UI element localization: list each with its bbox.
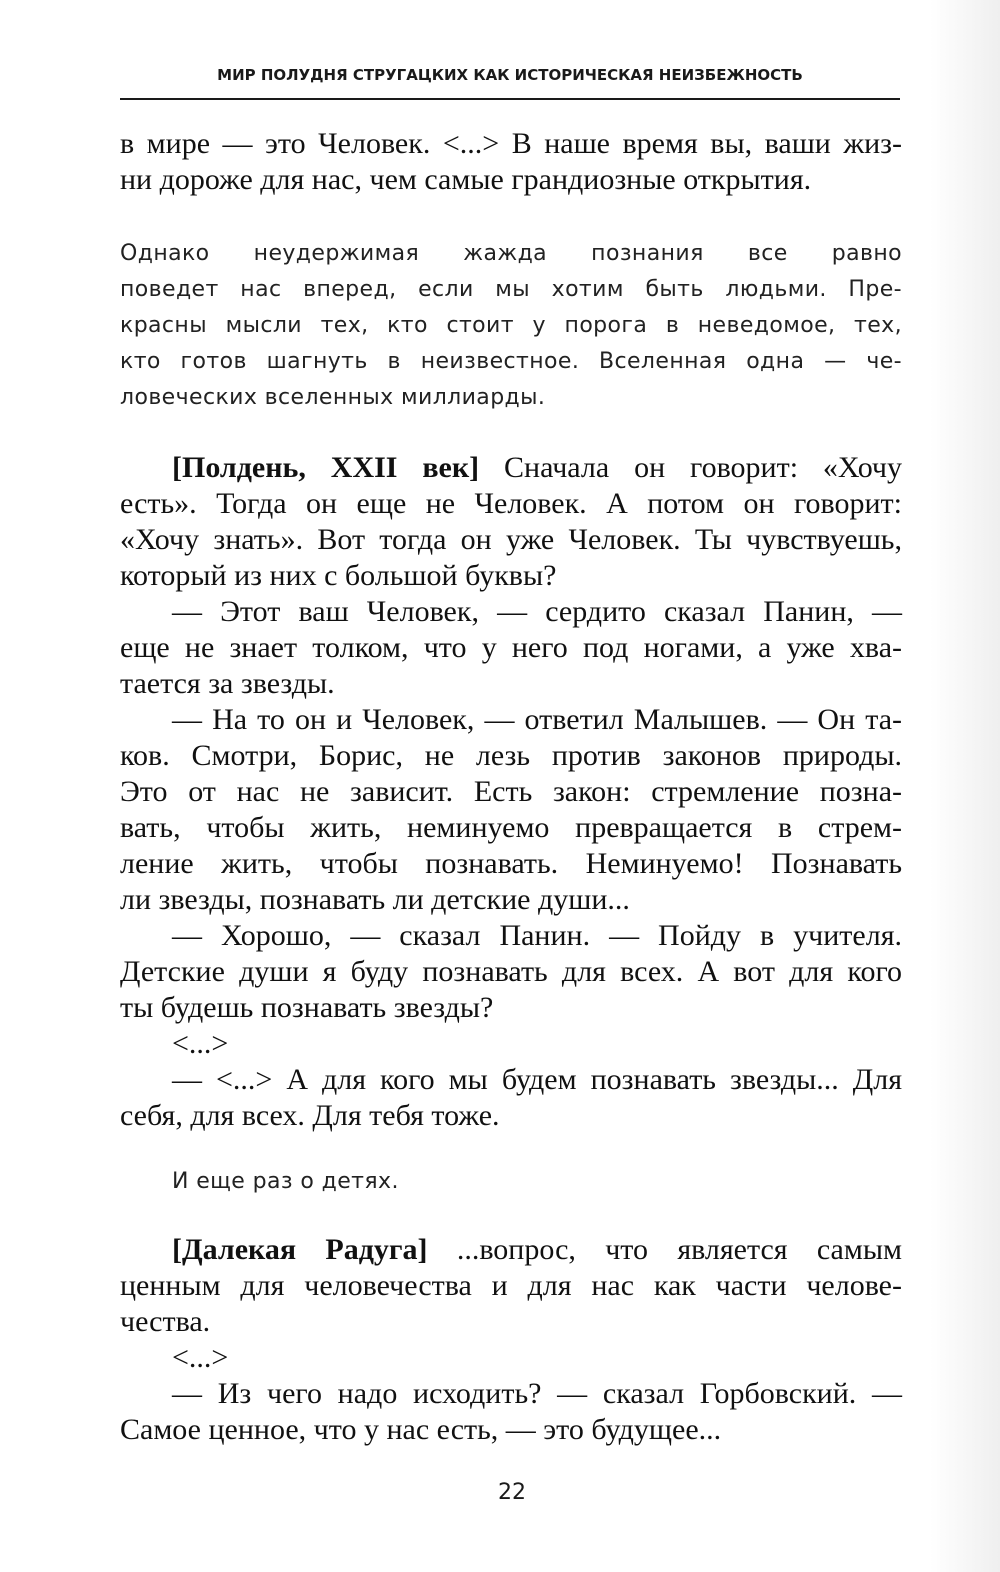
text-line: — Из чего надо исходить? — сказал Горбовский. — xyxy=(172,1377,902,1410)
quote-block-1 xyxy=(120,126,902,198)
text-line: который из них с большой буквы? xyxy=(120,559,557,592)
text-line xyxy=(120,450,902,486)
text-line: чества. xyxy=(120,1305,211,1338)
text-line: Самое ценное, что у нас есть, — это будущее... xyxy=(120,1413,722,1446)
text-line: Это от нас не зависит. Есть закон: стремление позна- xyxy=(120,775,902,808)
text-line: ление жить, чтобы познавать. Неминуемо! Познавать xyxy=(120,847,902,880)
commentary-block-2 xyxy=(120,1164,902,1200)
quote-block-3 xyxy=(120,1232,902,1448)
text-line: «Хочу знать». Вот тогда он уже Человек. Ты чувствуешь, xyxy=(120,523,902,556)
text-line: — Этот ваш Человек, — сердито сказал Панин, — xyxy=(172,595,902,628)
text-line: ков. Смотри, Борис, не лезь против законов природы. xyxy=(120,739,902,772)
text-line: <...> xyxy=(172,1341,229,1374)
text-line: есть». Тогда он еще не Человек. А потом он говорит: xyxy=(120,487,902,520)
text-line: Детские души я буду познавать для всех. А вот для кого xyxy=(120,955,902,988)
text-line: Однако неудержимая жажда познания все равно xyxy=(120,241,902,266)
quote-block-2 xyxy=(120,450,902,1134)
text-line: ни дороже для нас, чем самые грандиозные открытия. xyxy=(120,163,812,196)
text-line: ловеческих вселенных миллиарды. xyxy=(120,385,546,410)
text-line: кто готов шагнуть в неизвестное. Вселенная одна — че- xyxy=(120,349,902,374)
text-line: красны мысли тех, кто стоит у порога в неведомое, тех, xyxy=(120,313,902,338)
page-edge-shadow xyxy=(930,0,1000,1572)
text-line: — <...> А для кого мы будем познавать звезды... Для xyxy=(172,1063,902,1096)
text-line: ли звезды, познавать ли детские души... xyxy=(120,883,630,916)
text-fragment: ...вопрос, что является самым xyxy=(427,1233,903,1266)
source-label: [Полдень, XXII век] xyxy=(172,451,480,484)
text-line: ценным для человечества и для нас как части челове- xyxy=(120,1269,902,1302)
page-number: 22 xyxy=(498,1480,526,1505)
text-line: в мире — это Человек. <...> В наше время вы, ваши жиз- xyxy=(120,127,902,160)
header-rule xyxy=(120,98,900,100)
text-line: тается за звезды. xyxy=(120,667,335,700)
text-line: — На то он и Человек, — ответил Малышев. — Он та- xyxy=(172,703,902,736)
text-fragment: Сначала он говорит: «Хочу xyxy=(479,451,902,484)
text-line: вать, чтобы жить, неминуемо превращается в стрем- xyxy=(120,811,902,844)
text-line: себя, для всех. Для тебя тоже. xyxy=(120,1099,500,1132)
text-line: <...> xyxy=(172,1027,229,1060)
text-line: И еще раз о детях. xyxy=(172,1169,399,1194)
text-line: — Хорошо, — сказал Панин. — Пойду в учителя. xyxy=(172,919,902,952)
text-line: еще не знает толком, что у него под ногами, а уже хва- xyxy=(120,631,902,664)
text-line xyxy=(120,1232,902,1268)
running-head: МИР ПОЛУДНЯ СТРУГАЦКИХ КАК ИСТОРИЧЕСКАЯ НЕИЗБЕЖНОСТЬ xyxy=(217,66,803,84)
commentary-block-1 xyxy=(120,236,902,416)
source-label: [Далекая Радуга] xyxy=(172,1233,428,1266)
text-line: поведет нас вперед, если мы хотим быть людьми. Пре- xyxy=(120,277,902,302)
text-line: ты будешь познавать звезды? xyxy=(120,991,494,1024)
